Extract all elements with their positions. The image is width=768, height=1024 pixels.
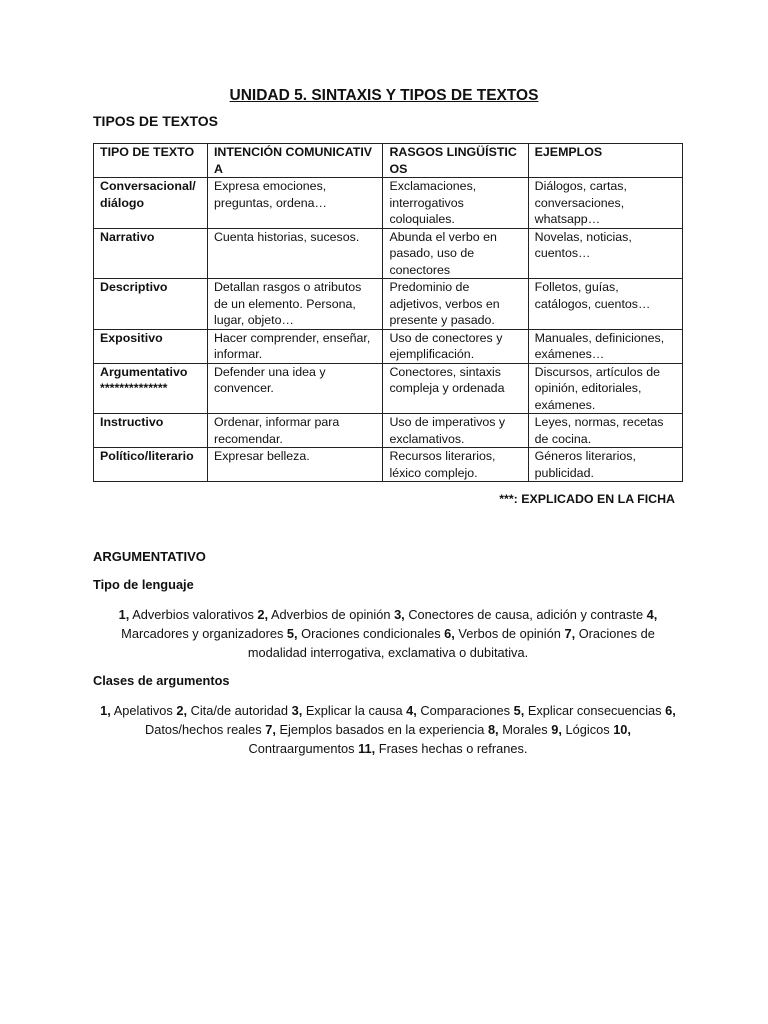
cell-features: Uso de conectores y ejemplificación. — [383, 329, 528, 363]
cell-features: Predominio de adjetivos, verbos en presente y pasado. — [383, 279, 528, 330]
table-row — [94, 448, 683, 482]
clases-list — [93, 701, 683, 758]
item-number: 2, — [176, 703, 188, 718]
item-number: 4, — [406, 703, 417, 718]
cell-features: Abunda el verbo en pasado, uso de conectores — [383, 228, 528, 279]
item-number: 2, — [257, 607, 269, 622]
cell-type: Descriptivo — [94, 279, 208, 330]
item-number: 5, — [286, 626, 298, 641]
table-header-row — [94, 144, 683, 178]
cell-examples: Discursos, artículos de opinión, editoriales, exámenes. — [528, 363, 682, 414]
table-row — [94, 228, 683, 279]
header-intencion: INTENCIÓN COMUNICATIVA — [207, 144, 382, 178]
item-number: 11, — [358, 741, 376, 756]
cell-type: Expositivo — [94, 329, 208, 363]
cell-features: Recursos literarios, léxico complejo. — [383, 448, 528, 482]
item-text: Morales — [502, 722, 548, 737]
header-tipo: TIPO DE TEXTO — [94, 144, 208, 178]
cell-examples: Géneros literarios, publicidad. — [528, 448, 682, 482]
item-text: Frases hechas o refranes. — [378, 741, 528, 756]
cell-features: Conectores, sintaxis compleja y ordenada — [383, 363, 528, 414]
item-text: Conectores de causa, adición y contraste — [408, 607, 644, 622]
lenguaje-heading: Tipo de lenguaje — [93, 577, 194, 592]
item-text: Cita/de autoridad — [190, 703, 289, 718]
page-title: UNIDAD 5. SINTAXIS Y TIPOS DE TEXTOS — [229, 87, 539, 104]
cell-intention: Defender una idea y convencer. — [207, 363, 382, 414]
cell-examples: Leyes, normas, recetas de cocina. — [528, 414, 682, 448]
item-number: 1, — [100, 703, 111, 718]
cell-intention: Expresar belleza. — [207, 448, 382, 482]
item-text: Marcadores y organizadores — [121, 626, 284, 641]
cell-type: Argumentativo ************** — [94, 363, 208, 414]
item-number: 8, — [487, 722, 499, 737]
item-text: Oraciones condicionales — [301, 626, 441, 641]
item-number: 9, — [551, 722, 562, 737]
cell-type: Instructivo — [94, 414, 208, 448]
item-text: Contraargumentos — [248, 741, 355, 756]
item-number: 3, — [291, 703, 303, 718]
item-text: Ejemplos basados en la experiencia — [279, 722, 485, 737]
item-number: 7, — [265, 722, 276, 737]
header-rasgos: RASGOS LINGÜÍSTICOS — [383, 144, 528, 178]
cell-type: Conversacional/diálogo — [94, 178, 208, 229]
item-number: 3, — [394, 607, 405, 622]
item-text: Explicar la causa — [305, 703, 403, 718]
table-row — [94, 178, 683, 229]
item-number: 1, — [118, 607, 130, 622]
item-text: Datos/hechos reales — [145, 722, 262, 737]
cell-features: Uso de imperativos y exclamativos. — [383, 414, 528, 448]
table-row — [94, 329, 683, 363]
table-row — [94, 279, 683, 330]
cell-intention: Detallan rasgos o atributos de un elemento. Persona, lugar, objeto… — [207, 279, 382, 330]
section-subtitle: TIPOS DE TEXTOS — [93, 113, 218, 129]
cell-features: Exclamaciones, interrogativos coloquiales. — [383, 178, 528, 229]
text-types-table — [93, 143, 683, 482]
item-number: 10, — [613, 722, 631, 737]
item-text: Adverbios valorativos — [132, 607, 254, 622]
item-text: Comparaciones — [420, 703, 511, 718]
item-number: 5, — [513, 703, 525, 718]
cell-examples: Folletos, guías, catálogos, cuentos… — [528, 279, 682, 330]
cell-type: Político/literario — [94, 448, 208, 482]
table-row — [94, 363, 683, 414]
lenguaje-list — [93, 605, 683, 662]
item-text: Adverbios de opinión — [270, 607, 391, 622]
item-number: 6, — [665, 703, 676, 718]
item-text: Lógicos — [565, 722, 610, 737]
item-text: Apelativos — [113, 703, 173, 718]
item-number: 6, — [444, 626, 455, 641]
cell-type: Narrativo — [94, 228, 208, 279]
clases-heading: Clases de argumentos — [93, 673, 230, 688]
header-ejemplos: EJEMPLOS — [528, 144, 682, 178]
item-number: 7, — [564, 626, 576, 641]
cell-examples: Diálogos, cartas, conversaciones, whatsapp… — [528, 178, 682, 229]
item-text: Explicar consecuencias — [527, 703, 662, 718]
cell-intention: Expresa emociones, preguntas, ordena… — [207, 178, 382, 229]
argumentativo-heading: ARGUMENTATIVO — [93, 549, 206, 564]
table-footnote: ***: EXPLICADO EN LA FICHA — [499, 492, 675, 506]
cell-examples: Novelas, noticias, cuentos… — [528, 228, 682, 279]
cell-intention: Ordenar, informar para recomendar. — [207, 414, 382, 448]
cell-examples: Manuales, definiciones, exámenes… — [528, 329, 682, 363]
cell-intention: Hacer comprender, enseñar, informar. — [207, 329, 382, 363]
item-text: Oraciones de modalidad interrogativa, exclamativa o dubitativa. — [247, 626, 655, 660]
item-number: 4, — [646, 607, 658, 622]
table-row — [94, 414, 683, 448]
item-text: Verbos de opinión — [458, 626, 561, 641]
cell-intention: Cuenta historias, sucesos. — [207, 228, 382, 279]
